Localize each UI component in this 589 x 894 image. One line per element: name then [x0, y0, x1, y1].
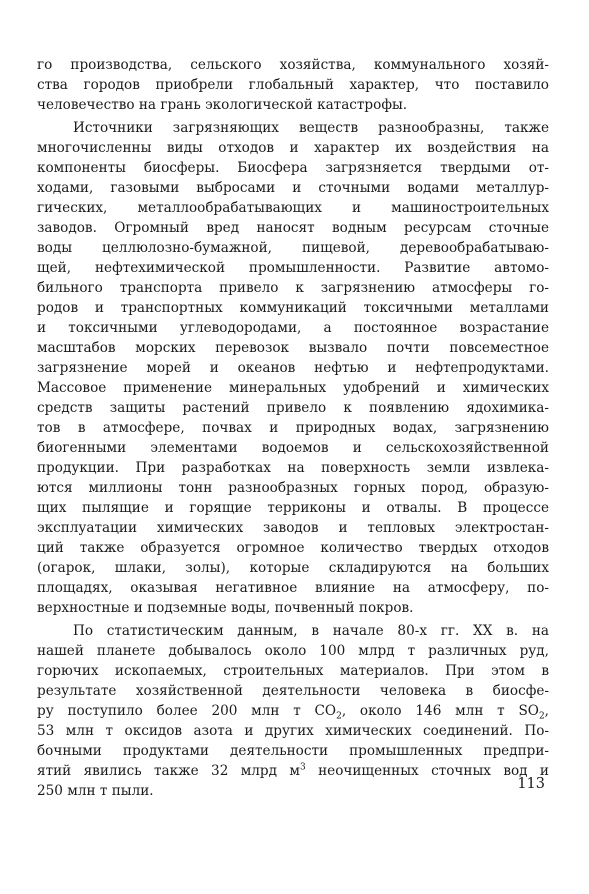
text-line: человечество на грань экологической катастрофы. — [37, 97, 408, 113]
text-line: ства городов приобрели глобальный характер, что поставило — [37, 77, 549, 93]
text-line: масштабов морских перевозок вызвало почти повсеместное — [37, 340, 549, 356]
text-line: бочными продуктами деятельности промышленных предпри- — [37, 743, 549, 759]
text-fragment: ятий явились также 32 млрд м — [37, 763, 300, 779]
text-fragment: , — [544, 703, 549, 719]
text-line: загрязнение морей и океанов нефтью и нефтепродуктами. — [37, 360, 549, 376]
text-fragment: , около 146 млн т SO — [341, 703, 539, 719]
text-line: верхностные и подземные воды, почвенный покров. — [37, 600, 414, 616]
text-line: Массовое применение минеральных удобрений и химических — [37, 380, 549, 396]
superscript: 3 — [299, 762, 306, 773]
text-line: (огарок, шлаки, золы), которые складируются на больших — [37, 560, 549, 576]
text-line: ходами, газовыми выбросами и сточными водами металлур- — [37, 180, 549, 196]
text-line: средств защиты растений привело к появлению ядохимика- — [37, 400, 549, 416]
text-line: эксплуатации химических заводов и тепловых электростан- — [37, 520, 549, 536]
text-line-with-formulas — [37, 701, 549, 721]
text-line: родов и транспортных коммуникаций токсичными металлами — [37, 300, 549, 316]
text-line: многочисленны виды отходов и характер их воздействия на — [37, 140, 549, 156]
subscript: 2 — [336, 711, 342, 722]
subscript: 2 — [538, 711, 545, 722]
text-line: го производства, сельского хозяйства, коммунального хозяй- — [37, 57, 549, 73]
text-line: бильного транспорта привело к загрязнению атмосферы го- — [37, 280, 549, 296]
text-line: 250 млн т пыли. — [37, 783, 154, 799]
text-line: тов в атмосфере, почвах и природных водах, загрязнению — [37, 420, 549, 436]
text-line: площадях, оказывая негативное влияние на атмосферу, по- — [37, 580, 549, 596]
text-line: гических, металлообрабатывающих и машиностроительных — [37, 200, 549, 216]
text-line: щей, нефтехимической промышленности. Развитие автомо- — [37, 260, 549, 276]
text-line: 53 млн т оксидов азота и других химических соединений. По- — [37, 723, 549, 739]
text-line: и токсичными углеводородами, а постоянное возрастание — [37, 320, 549, 336]
text-line-with-unit — [37, 761, 549, 781]
paragraph-first-line: Источники загрязняющих веществ разнообразны, также — [73, 120, 549, 136]
paragraph-first-line: По статистическим данным, в начале 80-х гг. XX в. на — [73, 623, 549, 639]
text-fragment: ру поступило более 200 млн т CO — [37, 703, 337, 719]
text-line: результате хозяйственной деятельности человека в биосфе- — [37, 683, 549, 699]
page-body — [37, 55, 549, 875]
text-line: щих пылящие и горящие терриконы и отвалы. В процессе — [37, 500, 549, 516]
text-line: горючих ископаемых, строительных материалов. При этом в — [37, 663, 549, 679]
text-line: продукции. При разработках на поверхность земли извлека- — [37, 460, 549, 476]
text-line: компоненты биосферы. Биосфера загрязняется твердыми от- — [37, 160, 549, 176]
text-line: ций также образуется огромное количество твердых отходов — [37, 540, 549, 556]
text-line: заводов. Огромный вред наносят водным ресурсам сточные — [37, 220, 549, 236]
page-number: 113 — [517, 776, 545, 792]
text-line: нашей планете добывалось около 100 млрд т различных руд, — [37, 643, 549, 659]
text-line: воды целлюлозно-бумажной, пищевой, деревообрабатываю- — [37, 240, 549, 256]
text-fragment: неочищенных сточных вод и — [305, 763, 549, 779]
text-line: биогенными элементами водоемов и сельскохозяйственной — [37, 440, 549, 456]
text-line: ются миллионы тонн разнообразных горных пород, образую- — [37, 480, 549, 496]
